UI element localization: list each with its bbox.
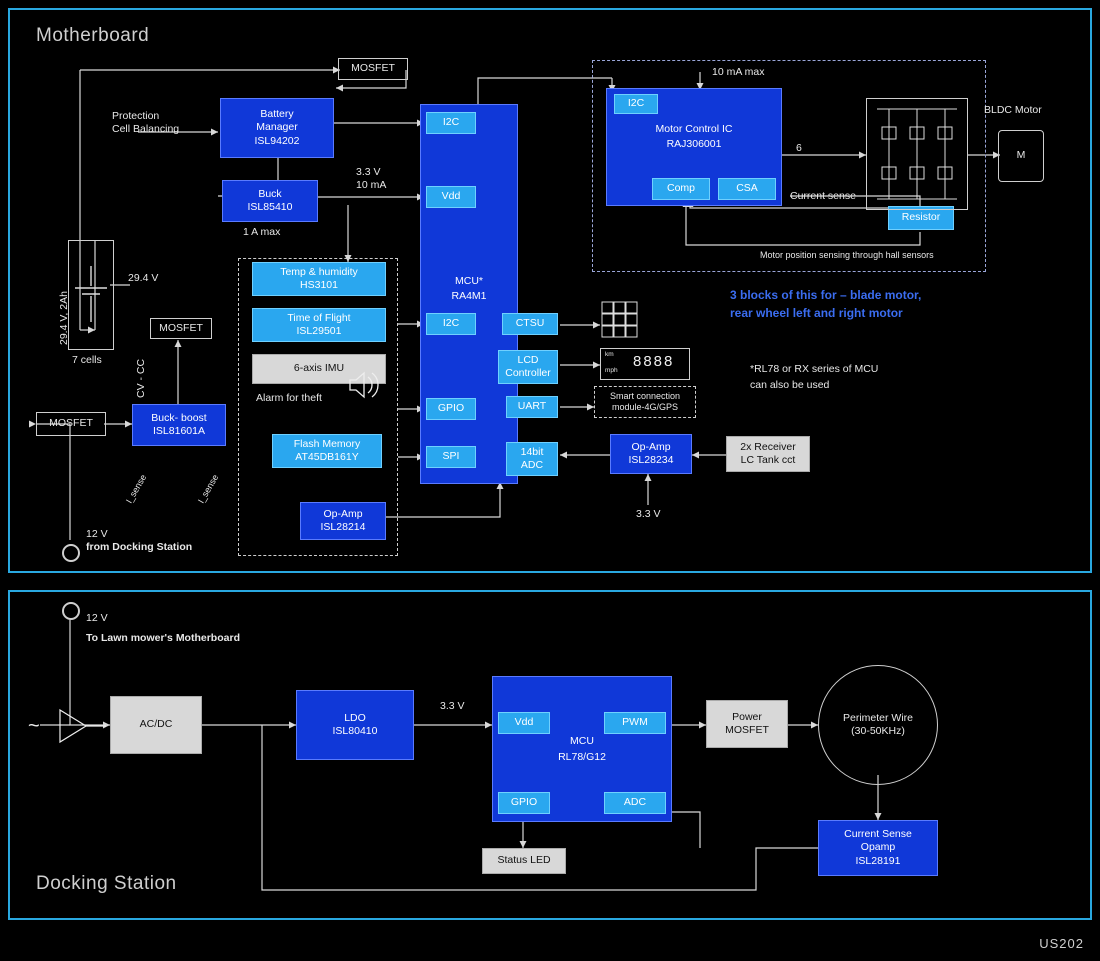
keypad-icon bbox=[600, 300, 640, 342]
mcu-line2: RA4M1 bbox=[451, 290, 487, 302]
mcu-uart-port: UART bbox=[506, 396, 558, 418]
opamp-right-line1: Op-Amp bbox=[631, 440, 671, 453]
v33-line2: 10 mA bbox=[356, 179, 387, 192]
receiver-block bbox=[726, 436, 810, 472]
docking-to-motherboard-label: To Lawn mower's Motherboard bbox=[86, 632, 240, 644]
cv-cc-label: CV - CC bbox=[135, 358, 147, 398]
battery-rating-label: 29.4 V, 2Ah bbox=[58, 291, 70, 345]
smart-module-block bbox=[594, 386, 696, 418]
power-mosfet-line2: MOSFET bbox=[725, 724, 769, 736]
docking-title: Docking Station bbox=[36, 873, 177, 894]
docking-vdd-port: Vdd bbox=[498, 712, 550, 734]
buck-1a-max-label: 1 A max bbox=[243, 226, 281, 238]
adc-line2: ADC bbox=[520, 459, 544, 471]
tof-line1: Time of Flight bbox=[287, 311, 351, 324]
ldo-line2: ISL80410 bbox=[332, 725, 378, 737]
motherboard-title: Motherboard bbox=[36, 25, 150, 46]
lcd-unit-mph: mph bbox=[605, 367, 618, 374]
battery-manager-block bbox=[220, 98, 334, 158]
hall-sensor-label: Motor position sensing through hall sensors bbox=[760, 250, 934, 260]
docking-mcu-line1: MCU bbox=[570, 735, 594, 747]
perimeter-line1: Perimeter Wire bbox=[842, 711, 913, 724]
perimeter-line2: (30-50KHz) bbox=[851, 725, 905, 737]
status-led-block: Status LED bbox=[482, 848, 566, 874]
temp-line2: HS3101 bbox=[300, 279, 338, 291]
v12-dock-line2: from Docking Station bbox=[86, 541, 193, 554]
mosfet-top: MOSFET bbox=[338, 58, 408, 80]
mcu-block bbox=[420, 104, 518, 484]
imu-block: 6-axis IMU bbox=[252, 354, 386, 384]
watermark: US202 bbox=[1039, 936, 1084, 951]
opamp-bottom-line1: Op-Amp bbox=[323, 507, 363, 520]
battery-manager-line2: Manager bbox=[256, 121, 298, 134]
cs-opamp-line3: ISL28191 bbox=[855, 854, 901, 867]
isense-label-2: I_sense bbox=[196, 472, 221, 505]
cs-opamp-line1: Current Sense bbox=[844, 828, 912, 841]
lcd-display bbox=[600, 348, 690, 380]
perimeter-wire-loop bbox=[818, 665, 938, 785]
current-sense-label: Current sense bbox=[790, 190, 856, 202]
docking-output-terminal bbox=[62, 602, 80, 620]
v33-line1: 3.3 V bbox=[356, 166, 381, 178]
opamp-right-block bbox=[610, 434, 692, 474]
csa-port: CSA bbox=[718, 178, 776, 200]
mosfet-mid: MOSFET bbox=[150, 318, 212, 339]
flash-line1: Flash Memory bbox=[293, 437, 361, 450]
smart-module-line1: Smart connection bbox=[609, 390, 681, 401]
protection-line1: Protection bbox=[112, 110, 160, 122]
protection-label bbox=[112, 110, 179, 136]
acdc-block: AC/DC bbox=[110, 696, 202, 754]
inverter-bridge bbox=[866, 98, 968, 210]
opamp-right-line2: ISL28234 bbox=[628, 454, 674, 466]
lcd-line1: LCD bbox=[517, 353, 539, 366]
mcu-i2c-top-port: I2C bbox=[426, 112, 476, 134]
mcu-i2c-mid-port: I2C bbox=[426, 313, 476, 335]
docking-gpio-port: GPIO bbox=[498, 792, 550, 814]
mcu-adc-port bbox=[506, 442, 558, 476]
mcu-ctsu-port: CTSU bbox=[502, 313, 558, 335]
receiver-line1: 2x Receiver bbox=[740, 440, 796, 453]
buck-boost-block bbox=[132, 404, 226, 446]
cs-opamp-line2: Opamp bbox=[860, 841, 896, 854]
buck-line1: Buck bbox=[258, 187, 282, 200]
lcd-line2: Controller bbox=[505, 367, 551, 379]
power-mosfet-block bbox=[706, 700, 788, 748]
flash-line2: AT45DB161Y bbox=[295, 451, 359, 463]
battery-manager-line3: ISL94202 bbox=[254, 134, 300, 147]
current-sense-opamp-block bbox=[818, 820, 938, 876]
flash-memory-block bbox=[272, 434, 382, 468]
ldo-block bbox=[296, 690, 414, 760]
motor-i2c-port: I2C bbox=[614, 94, 658, 114]
time-of-flight-block bbox=[252, 308, 386, 342]
battery-icon bbox=[71, 260, 111, 330]
footnote-line2: can also be used bbox=[750, 378, 830, 391]
buck-line2: ISL85410 bbox=[247, 201, 293, 213]
protection-line2: Cell Balancing bbox=[112, 123, 180, 136]
bldc-motor-label: BLDC Motor bbox=[984, 104, 1042, 116]
speaker-icon bbox=[344, 368, 384, 402]
v12-dock-label bbox=[86, 528, 192, 554]
comp-port: Comp bbox=[652, 178, 710, 200]
docking-adc-port: ADC bbox=[604, 792, 666, 814]
three-blocks-line1: 3 blocks of this for – blade motor, bbox=[730, 288, 922, 302]
v33-opamp-label: 3.3 V bbox=[636, 508, 661, 520]
mcu-lcd-controller-port bbox=[498, 350, 558, 384]
bldc-motor: M bbox=[998, 130, 1044, 182]
buck-boost-line1: Buck- boost bbox=[151, 411, 207, 424]
phase-count-label: 6 bbox=[796, 142, 802, 154]
mcu-line1: MCU* bbox=[455, 275, 483, 287]
svg-text:~: ~ bbox=[28, 715, 40, 737]
motor-ic-line2: RAJ306001 bbox=[666, 138, 722, 150]
mcu-vdd-port: Vdd bbox=[426, 186, 476, 208]
docking-v12-label: 12 V bbox=[86, 612, 108, 624]
mcu-spi-port: SPI bbox=[426, 446, 476, 468]
tof-line2: ISL29501 bbox=[296, 325, 342, 337]
footnote-line1: *RL78 or RX series of MCU bbox=[750, 363, 879, 375]
isense-label-1: I_sense bbox=[124, 472, 149, 505]
docking-pwm-port: PWM bbox=[604, 712, 666, 734]
mcu-gpio-port: GPIO bbox=[426, 398, 476, 420]
resistor-block: Resistor bbox=[888, 206, 954, 230]
temp-humidity-block bbox=[252, 262, 386, 296]
power-mosfet-line1: Power bbox=[732, 710, 762, 723]
battery-symbol bbox=[68, 240, 114, 350]
adc-line1: 14bit bbox=[520, 445, 544, 458]
cells-label: 7 cells bbox=[72, 354, 102, 366]
alarm-label: Alarm for theft bbox=[256, 392, 322, 404]
opamp-bottom-line2: ISL28214 bbox=[320, 521, 366, 533]
dock-input-terminal bbox=[62, 544, 80, 562]
smart-module-line2: module-4G/GPS bbox=[611, 402, 679, 412]
ldo-line1: LDO bbox=[344, 711, 366, 724]
ten-ma-label: 10 mA max bbox=[712, 66, 765, 78]
lcd-digits: 8888 bbox=[633, 353, 675, 370]
v12-dock-line1: 12 V bbox=[86, 528, 108, 540]
lcd-unit-km: km bbox=[605, 351, 614, 358]
opamp-bottom-block bbox=[300, 502, 386, 540]
mosfet-left: MOSFET bbox=[36, 412, 106, 436]
temp-line1: Temp & humidity bbox=[280, 265, 358, 278]
ac-plug-icon bbox=[26, 700, 106, 752]
receiver-line2: LC Tank cct bbox=[740, 454, 796, 466]
buck-block bbox=[222, 180, 318, 222]
three-blocks-note bbox=[730, 286, 921, 322]
motor-ic-line1: Motor Control IC bbox=[655, 123, 733, 135]
v33-10ma-label bbox=[356, 166, 386, 192]
bridge-icon bbox=[869, 101, 965, 207]
v294-label: 29.4 V bbox=[128, 272, 159, 284]
docking-mcu-line2: RL78/G12 bbox=[558, 751, 606, 763]
buck-boost-line2: ISL81601A bbox=[153, 425, 205, 437]
docking-v33-label: 3.3 V bbox=[440, 700, 465, 712]
three-blocks-line2: rear wheel left and right motor bbox=[730, 306, 903, 320]
mcu-footnote bbox=[750, 362, 878, 394]
battery-manager-line1: Battery bbox=[260, 108, 294, 121]
